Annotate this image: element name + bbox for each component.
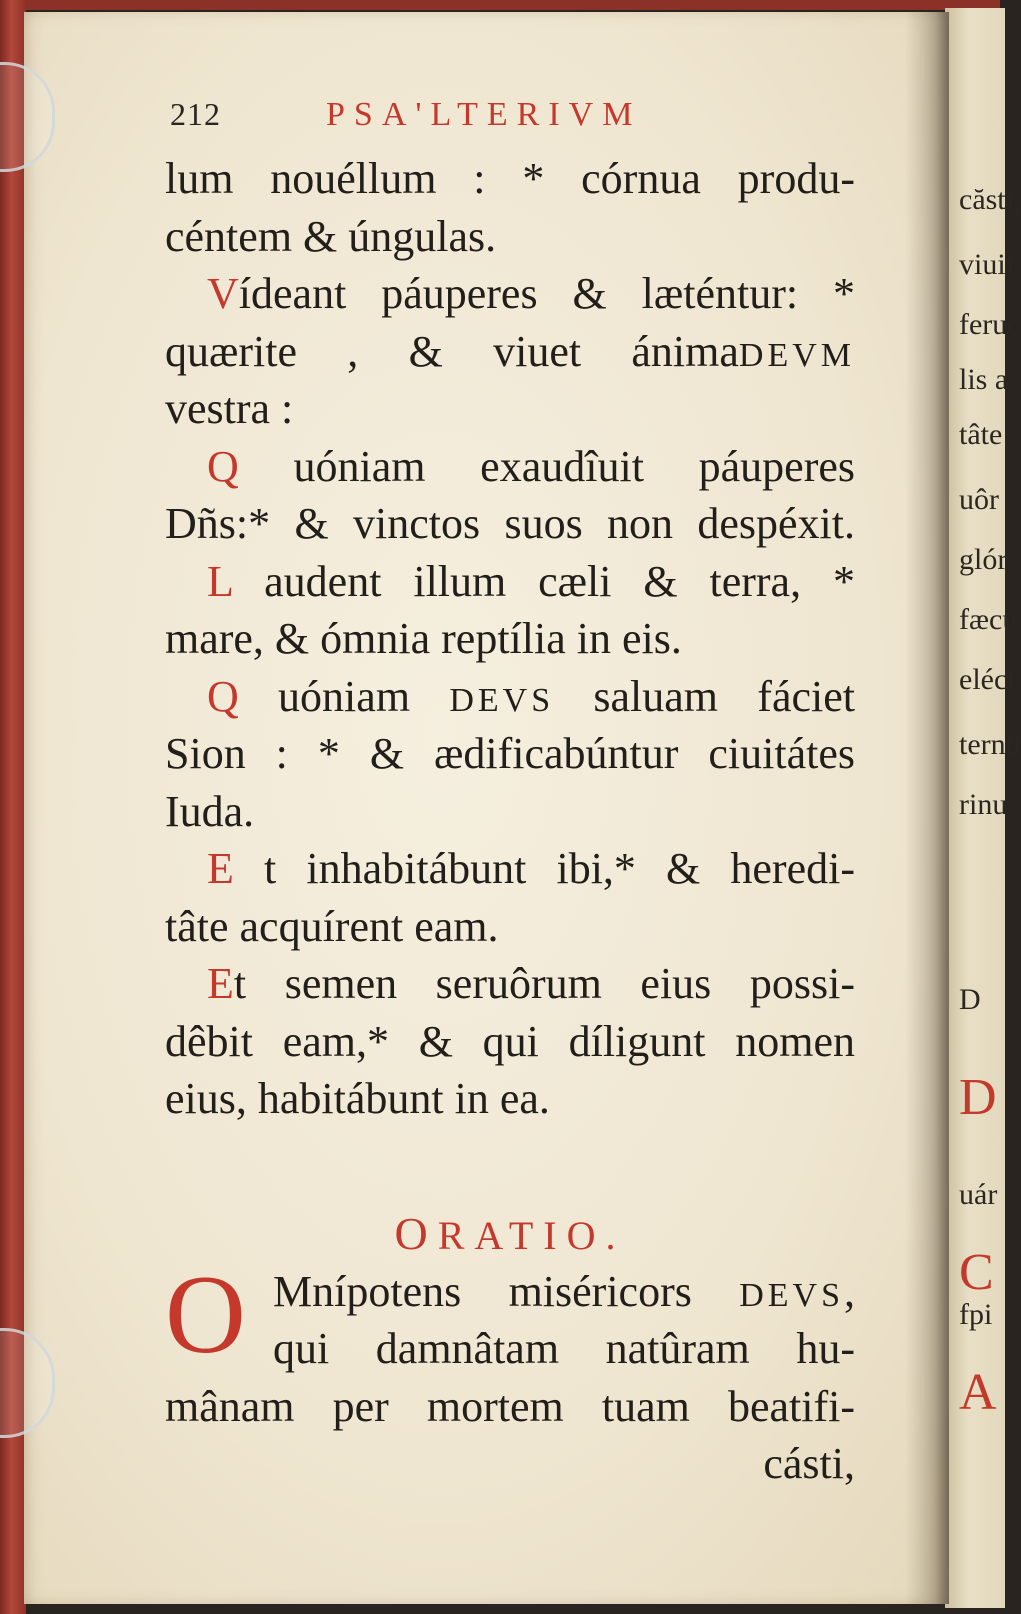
facing-page-fragment: uár	[959, 1178, 998, 1211]
facing-page-fragment: C	[959, 1244, 994, 1301]
facing-page-fragment: tâte	[959, 418, 1003, 451]
facing-page-fragment: căsti,	[959, 183, 1021, 216]
line-text: mare, & ómnia reptília in eis.	[165, 614, 682, 663]
line-text: dêbit eam,* & qui díligunt nomen	[165, 1016, 855, 1066]
psalm-line	[165, 1013, 855, 1071]
psalm-line	[165, 898, 855, 956]
psalm-line	[165, 955, 855, 1013]
facing-page-fragment: fpi	[959, 1298, 993, 1331]
verse-initial: E	[207, 844, 234, 893]
psalm-line	[165, 1070, 855, 1128]
facing-page-fragment: rinu	[959, 788, 1008, 821]
facing-page-fragment: fæcu	[959, 603, 1018, 636]
psalm-line	[165, 150, 855, 208]
oratio-line	[165, 1320, 855, 1378]
oratio-line	[165, 1435, 855, 1493]
facing-page-fragment: lis a	[959, 363, 1009, 396]
line-text: ,	[844, 1266, 855, 1316]
facing-page-fragment: viuif	[959, 248, 1016, 281]
line-text: t semen seruôrum eius possi-	[233, 959, 855, 1008]
oratio-lines	[165, 1252, 855, 1493]
psalm-text	[165, 150, 855, 1128]
facing-page-fragment: ternu	[959, 728, 1021, 761]
line-text: ídeant páuperes & læténtur: *	[238, 269, 855, 318]
psalm-line	[165, 495, 855, 553]
psalm-line	[165, 668, 855, 726]
verse-initial: E	[207, 959, 234, 1008]
facing-page-fragment: glór	[959, 543, 1008, 576]
verse-initial: Q	[207, 671, 239, 721]
cover-edge-top	[0, 0, 1000, 10]
psalm-line	[165, 265, 855, 323]
line-text: uóniam exaudîuit páuperes	[238, 441, 855, 491]
small-caps-text: DEVS	[739, 1276, 844, 1314]
small-caps-text: DEVM	[738, 336, 855, 374]
verse-initial: L	[207, 556, 233, 606]
line-text: saluam fáciet	[554, 671, 855, 721]
facing-page-fragment: uôr	[959, 483, 999, 516]
line-text: quærite	[165, 326, 348, 376]
oratio-heading	[165, 1205, 855, 1263]
line-text: cásti,	[763, 1439, 855, 1488]
line-text: , & viuet ánima	[347, 326, 739, 376]
gutter-shadow	[905, 12, 949, 1604]
small-caps-text: DEVS	[449, 681, 555, 719]
facing-page-fragment: feruc	[959, 308, 1021, 341]
facing-page-fragment: D	[959, 983, 981, 1016]
oratio-heading-rest: RATIO.	[437, 1213, 626, 1258]
psalm-line	[165, 553, 855, 611]
line-text: Dñs:* & vinctos suos non despéxit.	[165, 499, 855, 548]
psalm-line	[165, 725, 855, 783]
psalm-line	[165, 438, 855, 496]
psalm-line	[165, 323, 855, 381]
facing-page-edge	[945, 8, 1021, 1608]
verse-initial: Q	[207, 441, 239, 491]
facing-page-fragment: eléct	[959, 663, 1016, 696]
facing-page-fragment: A	[959, 1364, 997, 1421]
drop-capital: O	[165, 1252, 246, 1377]
line-text: qui damnâtam natûram hu-	[273, 1324, 855, 1373]
verse-initial: V	[207, 269, 239, 318]
oratio-initial: O	[394, 1208, 438, 1259]
line-text: Sion : * & ædificabúntur ciuitátes	[165, 729, 855, 778]
psalm-line	[165, 380, 855, 438]
line-text: mânam per mortem tuam beatifi-	[165, 1381, 855, 1431]
psalm-line	[165, 840, 855, 898]
line-text: Iuda.	[165, 786, 255, 836]
oratio-line	[165, 1263, 855, 1321]
line-text: céntem & úngulas.	[165, 211, 497, 261]
oratio-line	[165, 1378, 855, 1436]
line-text: audent illum cæli & terra, *	[232, 556, 855, 606]
page-number: 212	[170, 96, 221, 132]
line-text: vestra :	[165, 384, 294, 433]
line-text: Mnípotens miséricors	[273, 1266, 740, 1316]
line-text: t inhabitábunt ibi,* & heredi-	[233, 844, 855, 893]
line-text: tâte acquírent eam.	[165, 901, 499, 951]
collect-prayer	[165, 1205, 855, 1493]
line-text: lum nouéllum : * córnua produ-	[165, 154, 855, 203]
psalm-line	[165, 208, 855, 266]
psalm-line	[165, 783, 855, 841]
running-title: PSA'LTERIVM	[326, 96, 642, 133]
line-text: uóniam	[238, 671, 450, 721]
page-header	[170, 96, 870, 142]
facing-page-fragment: D	[959, 1069, 997, 1126]
line-text: eius, habitábunt in ea.	[165, 1074, 550, 1123]
psalm-line	[165, 610, 855, 668]
